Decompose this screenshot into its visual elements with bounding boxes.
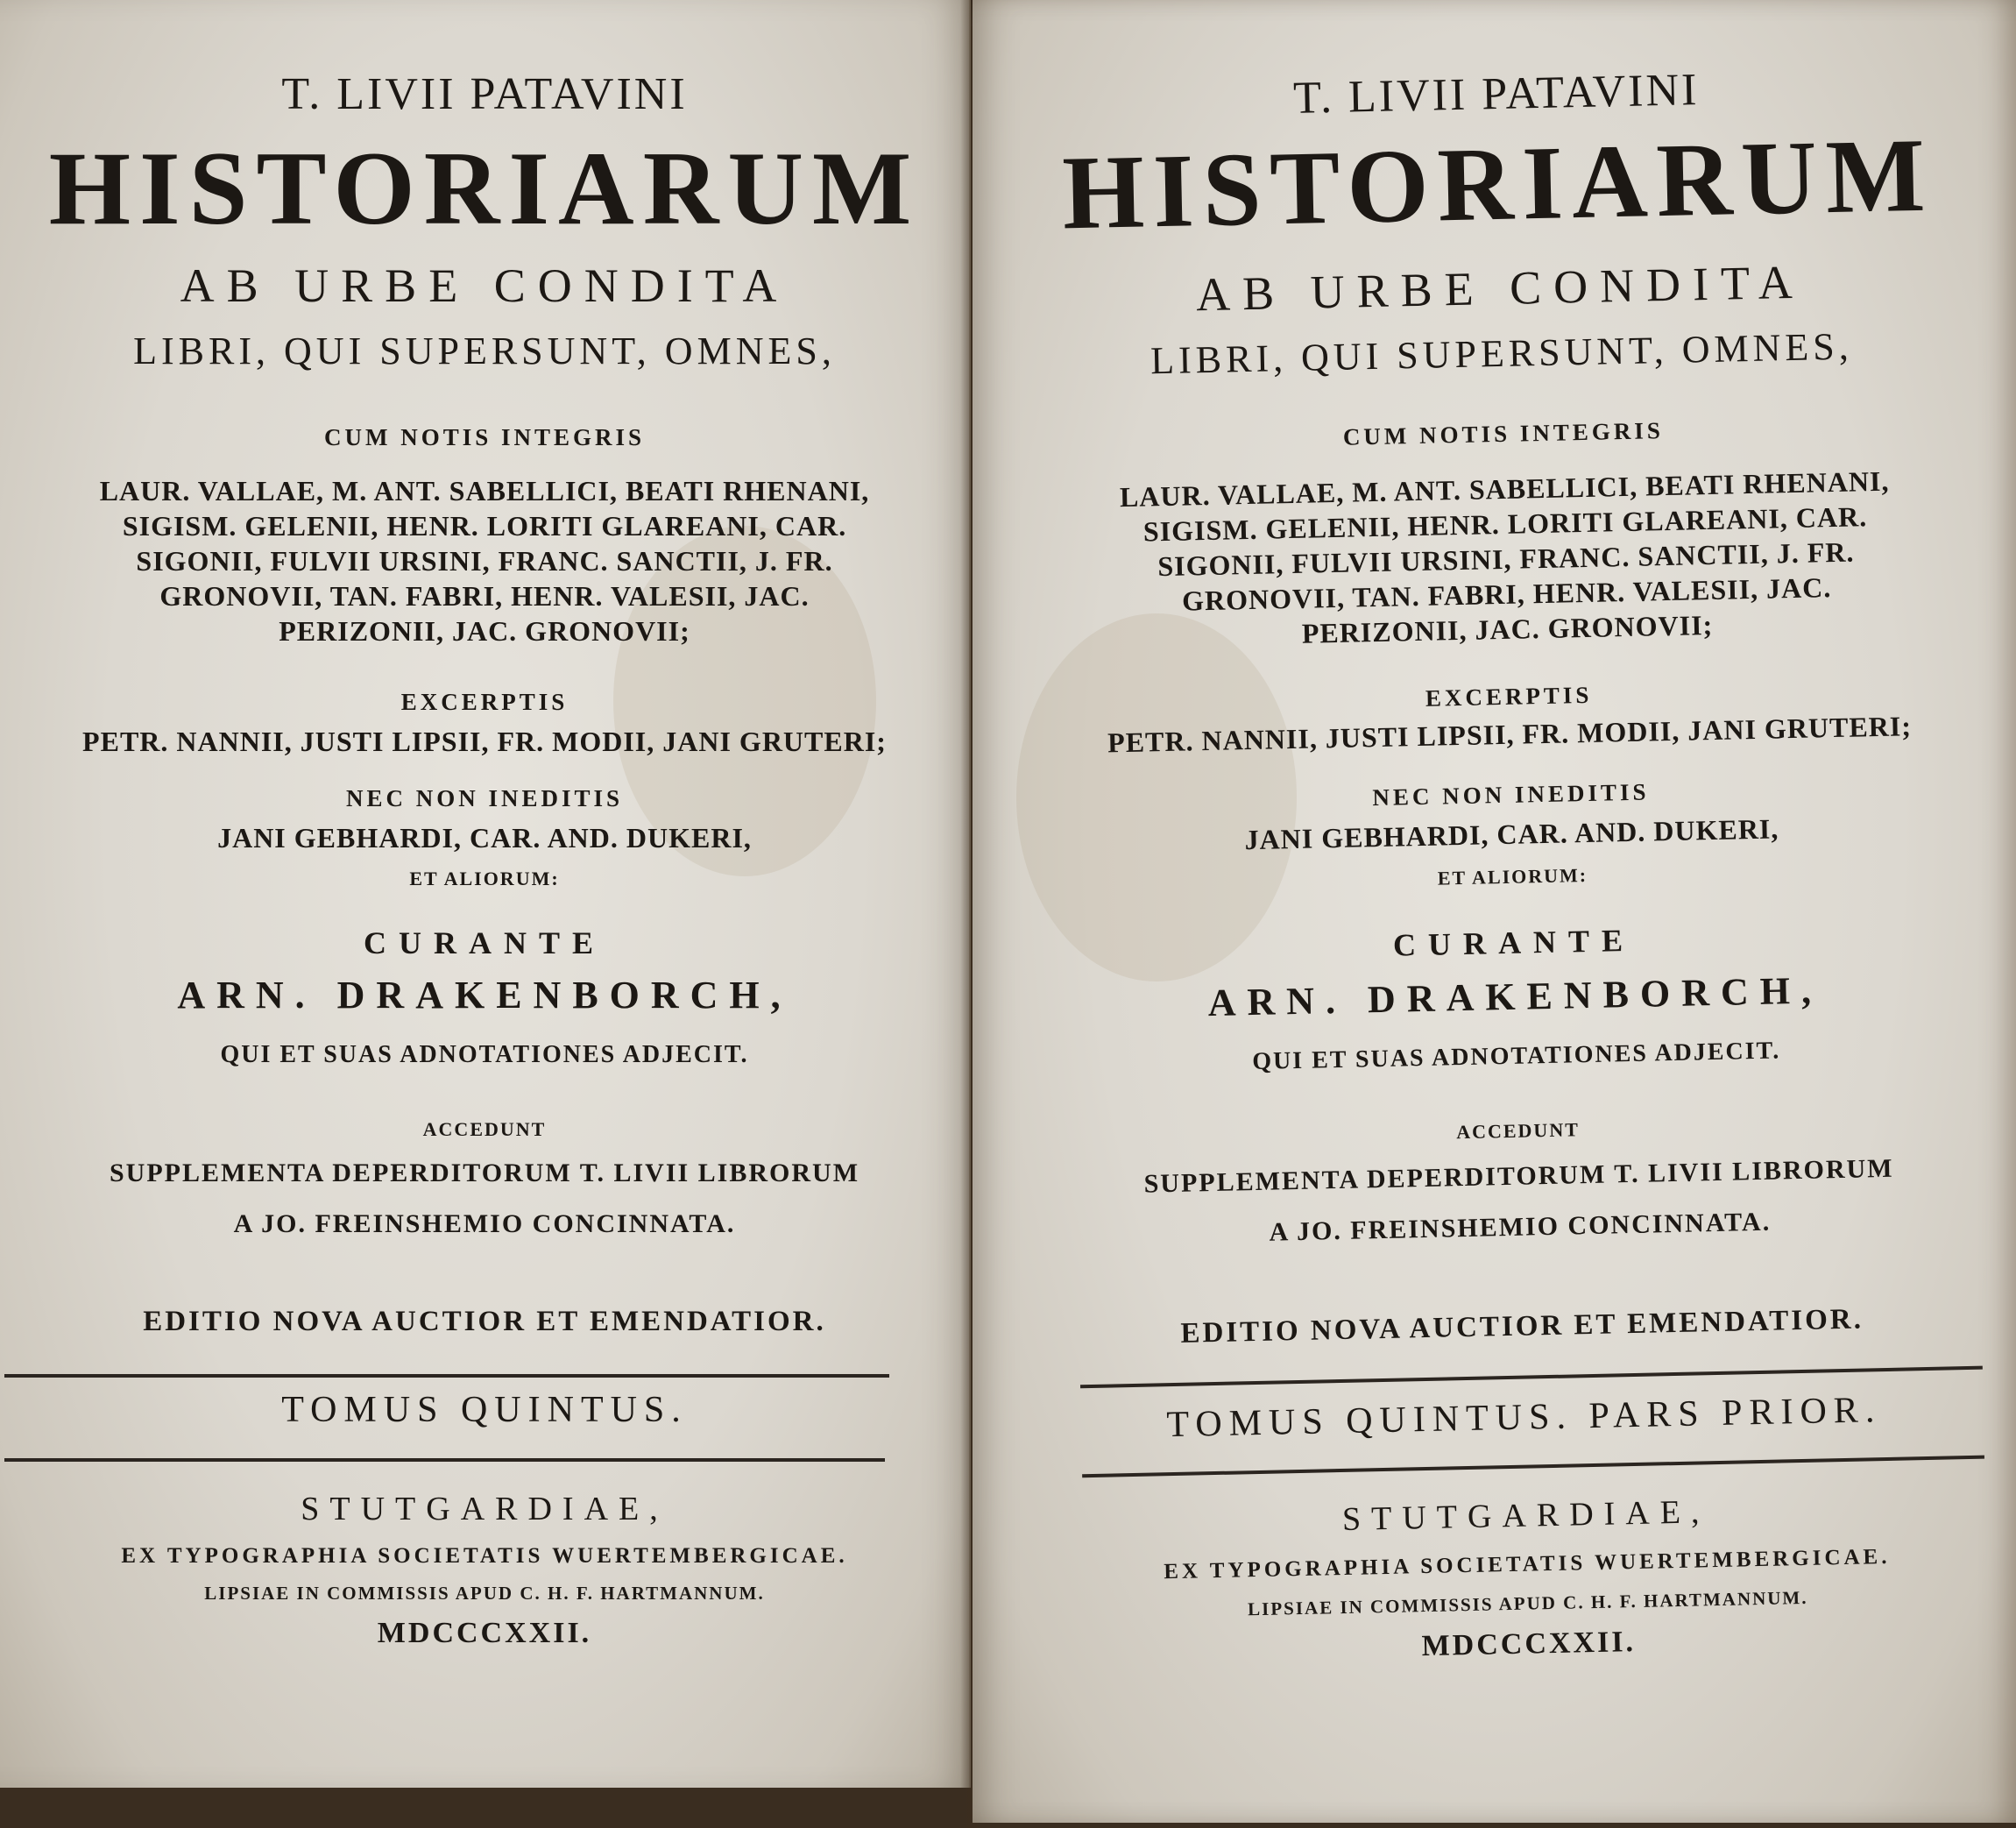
place-of-publication: STUTGARDIAE, [1341, 1493, 1710, 1539]
notes-names-line: LAUR. VALLAE, M. ANT. SABELLICI, BEATI RHENANI, [99, 475, 870, 507]
ineditis-names: JANI GEBHARDI, CAR. AND. DUKERI, [1244, 812, 1779, 856]
subtitle-ab-urbe-condita: AB URBE CONDITA [1195, 255, 1806, 322]
notes-names-line: SIGONII, FULVII URSINI, FRANC. SANCTII, J. FR. [136, 545, 833, 577]
notes-names-line: GRONOVII, TAN. FABRI, HENR. VALESII, JAC. [159, 580, 810, 612]
editor-note: QUI ET SUAS ADNOTATIONES ADJECIT. [1251, 1037, 1781, 1076]
notes-names-line: PERIZONII, JAC. GRONOVII; [279, 615, 690, 647]
subtitle-ab-urbe-condita: AB URBE CONDITA [180, 259, 789, 312]
notes-names-line: SIGISM. GELENII, HENR. LORITI GLAREANI, CAR. [1142, 500, 1868, 548]
curante-label: CURANTE [1392, 922, 1636, 963]
lipsiae-line: LIPSIAE IN COMMISSIS APUD C. H. F. HARTMANNUM. [1247, 1586, 1808, 1620]
right-page-content [973, 0, 2016, 1823]
editor-name: ARN. DRAKENBORCH, [1207, 968, 1823, 1025]
left-page-content [0, 0, 969, 1788]
publication-year: MDCCCXXII. [377, 1617, 592, 1649]
notes-names-line: GRONOVII, TAN. FABRI, HENR. VALESII, JAC. [1181, 571, 1832, 617]
nec-non-ineditis-label: NEC NON INEDITIS [1372, 778, 1650, 811]
subtitle-libri: LIBRI, QUI SUPERSUNT, OMNES, [1149, 324, 1854, 383]
excerptis-label: EXCERPTIS [400, 689, 569, 715]
excerptis-label: EXCERPTIS [1425, 681, 1593, 712]
notes-names-line: LAUR. VALLAE, M. ANT. SABELLICI, BEATI RHENANI, [1119, 464, 1890, 514]
left-title-page [0, 0, 971, 1788]
subtitle-libri: LIBRI, QUI SUPERSUNT, OMNES, [133, 329, 836, 372]
et-aliorum: ET ALIORUM: [1437, 863, 1588, 889]
lipsiae-line: LIPSIAE IN COMMISSIS APUD C. H. F. HARTMANNUM. [204, 1583, 765, 1604]
main-title: HISTORIARUM [1061, 116, 1935, 252]
editio-line: EDITIO NOVA AUCTIOR ET EMENDATIOR. [143, 1306, 826, 1337]
main-title: HISTORIARUM [48, 130, 921, 246]
typographia-line: EX TYPOGRAPHIA SOCIETATIS WUERTEMBERGICAE. [121, 1544, 848, 1568]
editor-note: QUI ET SUAS ADNOTATIONES ADJECIT. [220, 1041, 749, 1068]
accedunt-label: ACCEDUNT [422, 1118, 547, 1140]
excerptis-names: PETR. NANNII, JUSTI LIPSII, FR. MODII, JANI GRUTERI; [82, 726, 887, 757]
freinshemio-line: A JO. FREINSHEMIO CONCINNATA. [1269, 1207, 1772, 1247]
bottom-rule [1082, 1456, 1984, 1478]
top-rule [1080, 1366, 1983, 1389]
editio-line: EDITIO NOVA AUCTIOR ET EMENDATIOR. [1180, 1303, 1864, 1350]
author-line: T. LIVII PATAVINI [1292, 65, 1700, 124]
notes-names-line: SIGONII, FULVII URSINI, FRANC. SANCTII, J. FR. [1157, 535, 1855, 583]
tomus-line: TOMUS QUINTUS. PARS PRIOR. [1165, 1390, 1882, 1446]
publication-year: MDCCCXXII. [1421, 1626, 1637, 1663]
bottom-rule [4, 1458, 885, 1462]
curante-label: CURANTE [363, 925, 605, 960]
right-title-page [973, 0, 2016, 1823]
tomus-line: TOMUS QUINTUS. [281, 1390, 688, 1430]
notes-names-line: PERIZONII, JAC. GRONOVII; [1301, 608, 1714, 649]
typographia-line: EX TYPOGRAPHIA SOCIETATIS WUERTEMBERGICAE. [1164, 1544, 1891, 1584]
accedunt-label: ACCEDUNT [1455, 1118, 1581, 1144]
nec-non-ineditis-label: NEC NON INEDITIS [345, 785, 624, 811]
excerptis-names: PETR. NANNII, JUSTI LIPSII, FR. MODII, JANI GRUTERI; [1107, 710, 1913, 759]
top-rule [4, 1374, 889, 1378]
notes-intro: CUM NOTIS INTEGRIS [323, 424, 646, 450]
notes-names-line: SIGISM. GELENII, HENR. LORITI GLAREANI, CAR. [122, 510, 847, 542]
freinshemio-line: A JO. FREINSHEMIO CONCINNATA. [233, 1209, 736, 1238]
author-line: T. LIVII PATAVINI [281, 69, 688, 119]
ineditis-names: JANI GEBHARDI, CAR. AND. DUKERI, [217, 822, 752, 854]
notes-intro: CUM NOTIS INTEGRIS [1342, 417, 1665, 450]
supplementa-line: SUPPLEMENTA DEPERDITORUM T. LIVII LIBRORUM [109, 1158, 860, 1187]
supplementa-line: SUPPLEMENTA DEPERDITORUM T. LIVII LIBRORUM [1143, 1153, 1894, 1199]
et-aliorum: ET ALIORUM: [409, 868, 560, 889]
place-of-publication: STUTGARDIAE, [301, 1491, 668, 1527]
editor-name: ARN. DRAKENBORCH, [177, 974, 792, 1017]
